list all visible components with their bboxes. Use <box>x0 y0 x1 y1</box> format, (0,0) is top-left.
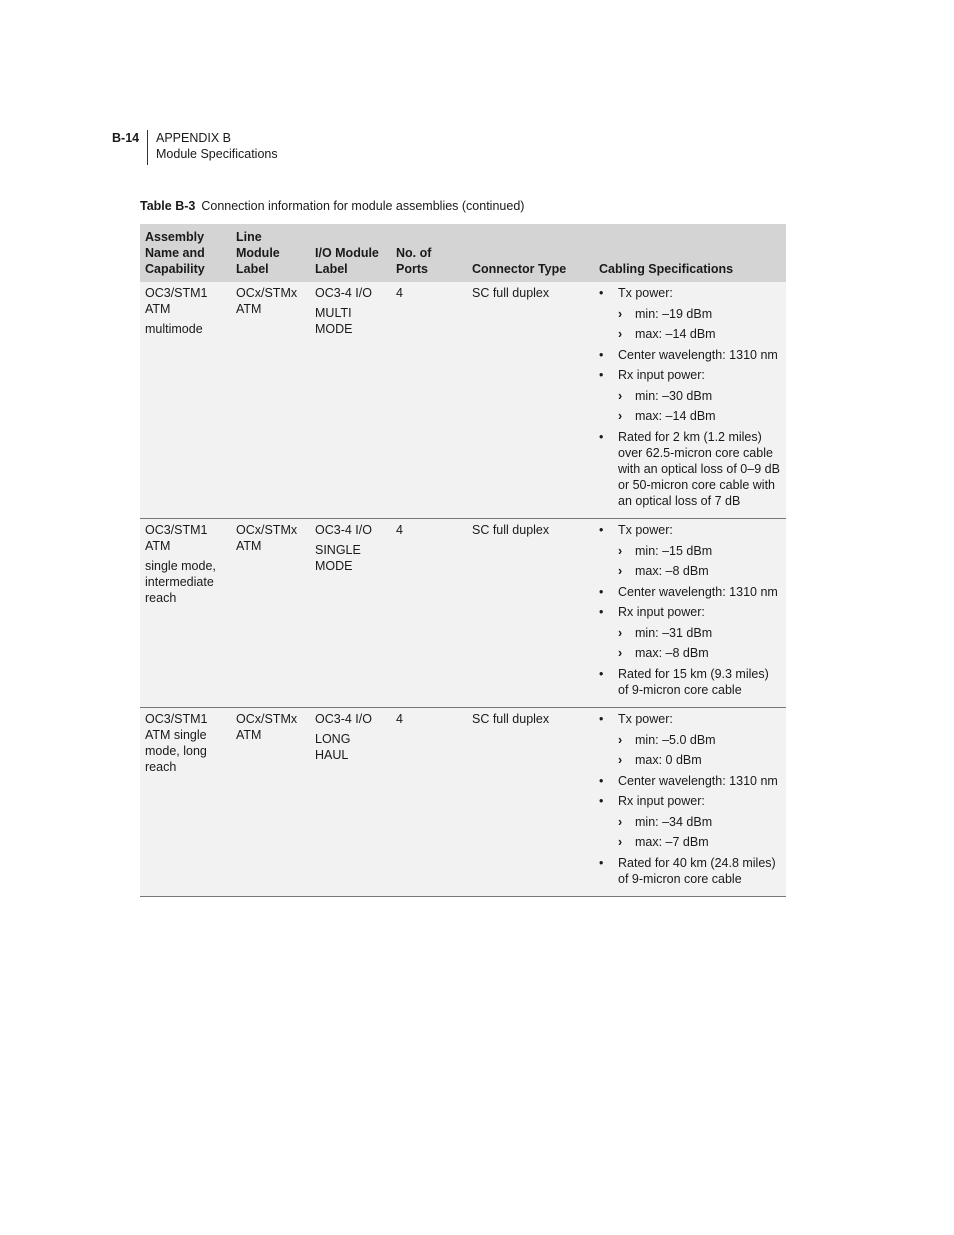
cell-text: single mode, intermediate reach <box>145 559 216 605</box>
table-row <box>140 519 786 708</box>
sub-bullet-item: › max: –14 dBm <box>599 408 782 424</box>
cabling-cell <box>594 708 786 897</box>
column-header-io-module: I/O Module Label <box>310 224 391 282</box>
connector-type-cell: SC full duplex <box>467 519 594 708</box>
column-header-connector-type: Connector Type <box>467 224 594 282</box>
table-row <box>140 282 786 519</box>
cell-text: OC3/STM1 ATM <box>145 286 208 316</box>
line-module-cell <box>231 282 310 519</box>
connector-type-cell: SC full duplex <box>467 708 594 897</box>
column-header-cabling: Cabling Specifications <box>594 224 786 282</box>
bullet-item: • Tx power: <box>599 285 782 301</box>
bullet-item: • Tx power: <box>599 522 782 538</box>
io-module-cell <box>310 282 391 519</box>
column-header-ports: No. of Ports <box>391 224 467 282</box>
sub-bullet-item: › min: –30 dBm <box>599 388 782 404</box>
sub-bullet-item: › max: 0 dBm <box>599 752 782 768</box>
cabling-cell <box>594 282 786 519</box>
sub-bullet-item: › min: –19 dBm <box>599 306 782 322</box>
assembly-cell <box>140 708 231 897</box>
cabling-list <box>599 711 782 887</box>
cell-text: OC3/STM1 ATM single mode, long reach <box>145 712 208 774</box>
cell-text: SINGLE MODE <box>315 543 361 573</box>
sub-bullet-item: › max: –14 dBm <box>599 326 782 342</box>
table-header-row <box>140 224 786 282</box>
cell-text: OCx/STMx ATM <box>236 286 298 316</box>
cabling-cell <box>594 519 786 708</box>
bullet-item: • Rx input power: <box>599 367 782 383</box>
header-divider <box>147 130 148 165</box>
cell-text: OC3-4 I/O <box>315 523 372 537</box>
assembly-cell <box>140 282 231 519</box>
sub-bullet-item: › min: –31 dBm <box>599 625 782 641</box>
assembly-cell <box>140 519 231 708</box>
section-title: APPENDIX B <box>156 131 232 145</box>
connection-table <box>140 224 786 897</box>
table-caption <box>140 199 524 213</box>
io-module-cell <box>310 708 391 897</box>
bullet-item: • Rated for 15 km (9.3 miles) of 9-micron core cable <box>599 666 782 698</box>
cell-text: OCx/STMx ATM <box>236 523 298 553</box>
sub-bullet-item: › max: –8 dBm <box>599 563 782 579</box>
line-module-cell <box>231 519 310 708</box>
line-module-cell <box>231 708 310 897</box>
cell-text: MULTI MODE <box>315 306 353 336</box>
sub-bullet-item: › min: –34 dBm <box>599 814 782 830</box>
bullet-item: • Center wavelength: 1310 nm <box>599 347 782 363</box>
cabling-list <box>599 522 782 698</box>
cell-text: OC3-4 I/O <box>315 286 372 300</box>
page-number: B-14 <box>112 131 140 145</box>
ports-cell: 4 <box>391 708 467 897</box>
bullet-item: • Rated for 2 km (1.2 miles) over 62.5-micron core cable with an optical loss of 0–9 dB or 50-micron core cable with an optical loss of 7 dB <box>599 429 782 509</box>
sub-bullet-item: › max: –7 dBm <box>599 834 782 850</box>
bullet-item: • Center wavelength: 1310 nm <box>599 773 782 789</box>
cell-text: OCx/STMx ATM <box>236 712 298 742</box>
header-text <box>156 130 278 162</box>
table-caption-text: Connection information for module assemblies (continued) <box>201 199 525 213</box>
ports-cell: 4 <box>391 282 467 519</box>
column-header-assembly: Assembly Name and Capability <box>140 224 231 282</box>
cell-text: LONG HAUL <box>315 732 351 762</box>
bullet-item: • Rated for 40 km (24.8 miles) of 9-micron core cable <box>599 855 782 887</box>
cell-text: multimode <box>145 322 203 336</box>
column-header-line-module: Line Module Label <box>231 224 310 282</box>
connector-type-cell: SC full duplex <box>467 282 594 519</box>
bullet-item: • Center wavelength: 1310 nm <box>599 584 782 600</box>
sub-bullet-item: › min: –5.0 dBm <box>599 732 782 748</box>
sub-bullet-item: › min: –15 dBm <box>599 543 782 559</box>
sub-bullet-item: › max: –8 dBm <box>599 645 782 661</box>
subsection-title: Module Specifications <box>156 147 278 161</box>
table-label: Table B-3 <box>140 199 196 213</box>
ports-cell: 4 <box>391 519 467 708</box>
io-module-cell <box>310 519 391 708</box>
bullet-item: • Rx input power: <box>599 793 782 809</box>
bullet-item: • Rx input power: <box>599 604 782 620</box>
cell-text: OC3-4 I/O <box>315 712 372 726</box>
cell-text: OC3/STM1 ATM <box>145 523 208 553</box>
cabling-list <box>599 285 782 509</box>
table-row <box>140 708 786 897</box>
bullet-item: • Tx power: <box>599 711 782 727</box>
